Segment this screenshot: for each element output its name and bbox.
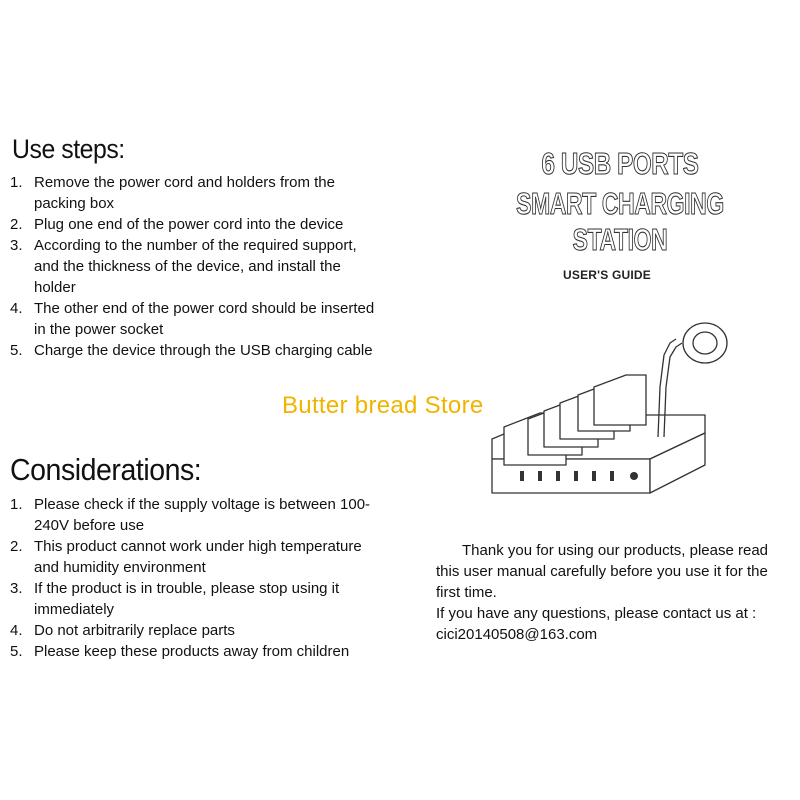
charging-station-illustration	[480, 315, 730, 515]
item-text: Charge the device through the USB charging cable	[34, 342, 373, 359]
list-item	[10, 340, 380, 361]
use-steps-heading: Use steps:	[12, 134, 125, 164]
item-text: Plug one end of the power cord into the device	[34, 216, 344, 233]
item-text: If the product is in trouble, please stop using it immediately	[34, 580, 340, 618]
product-title-line1: 6 USB PORTS	[541, 146, 699, 181]
usb-port	[520, 471, 524, 481]
item-number: 5.	[10, 643, 23, 660]
item-text: Do not arbitrarily replace parts	[34, 622, 235, 639]
contact-email: cici20140508@163.com	[436, 626, 598, 643]
list-item	[10, 235, 380, 298]
list-item	[10, 214, 380, 235]
usb-port	[592, 471, 596, 481]
thanks-text: Thank you for using our products, please read this user manual carefully before you use it for the first time.	[436, 542, 769, 601]
item-number: 3.	[10, 237, 23, 254]
item-number: 1.	[10, 496, 23, 513]
list-item	[10, 494, 390, 536]
item-number: 1.	[10, 174, 23, 191]
product-title-line2: SMART CHARGING STATION	[516, 186, 724, 257]
considerations-list	[10, 494, 390, 662]
item-number: 2.	[10, 216, 23, 233]
item-number: 4.	[10, 300, 23, 317]
item-text: This product cannot work under high temperature and humidity environment	[34, 538, 362, 576]
list-item	[10, 172, 380, 214]
usb-port	[556, 471, 560, 481]
considerations-heading: Considerations:	[10, 452, 202, 487]
power-indicator	[630, 472, 638, 480]
list-item	[10, 536, 390, 578]
usb-port	[538, 471, 542, 481]
item-text: The other end of the power cord should be inserted in the power socket	[34, 300, 375, 338]
item-text: Remove the power cord and holders from the packing box	[34, 174, 335, 212]
use-steps-list	[10, 172, 380, 361]
item-number: 3.	[10, 580, 23, 597]
usb-port	[574, 471, 578, 481]
item-text: Please check if the supply voltage is between 100-240V before use	[34, 496, 371, 534]
item-number: 2.	[10, 538, 23, 555]
item-text: According to the number of the required support, and the thickness of the device, and install the holder	[34, 237, 357, 296]
list-item	[10, 641, 390, 662]
list-item	[10, 578, 390, 620]
contact-text: If you have any questions, please contact us at :	[436, 605, 757, 622]
list-item	[10, 298, 380, 340]
divider-plate	[594, 375, 646, 425]
item-number: 5.	[10, 342, 23, 359]
store-watermark: Butter bread Store	[282, 392, 484, 419]
item-number: 4.	[10, 622, 23, 639]
usb-port	[610, 471, 614, 481]
list-item	[10, 620, 390, 641]
users-guide-label: USER'S GUIDE	[563, 268, 651, 282]
item-text: Please keep these products away from children	[34, 643, 350, 660]
thanks-message	[436, 540, 792, 645]
